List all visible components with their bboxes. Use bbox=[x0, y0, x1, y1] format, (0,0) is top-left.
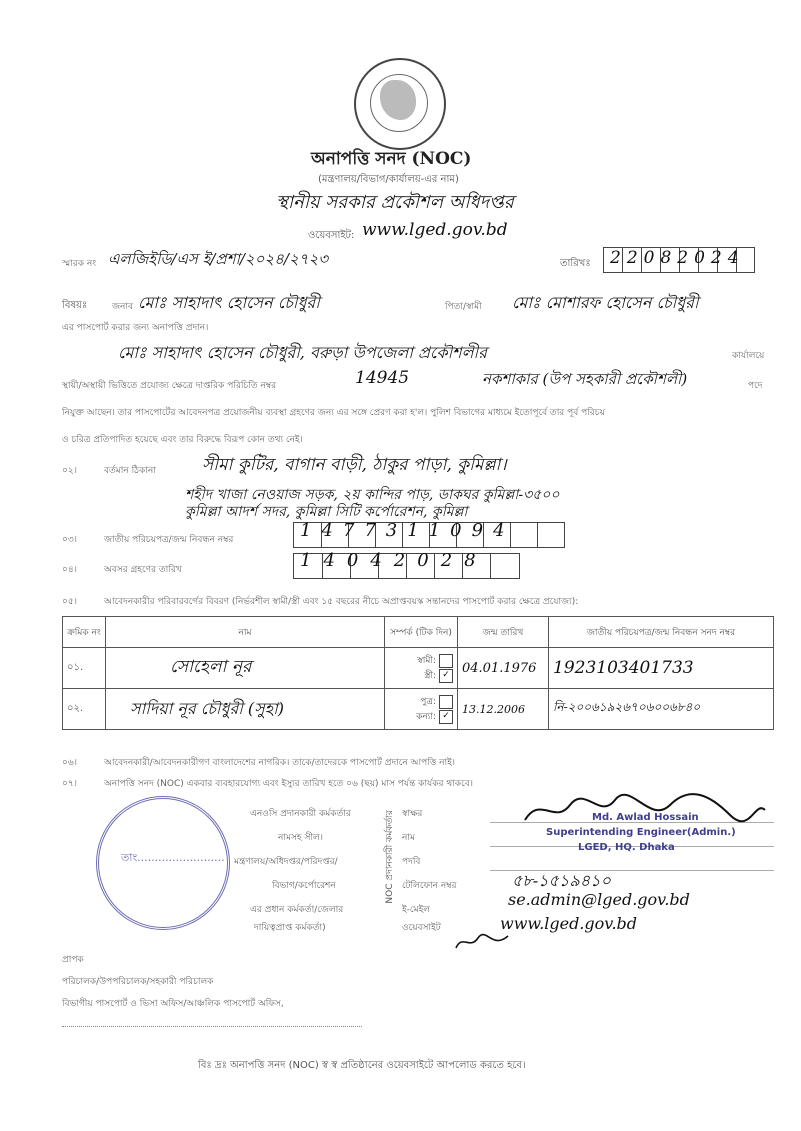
table-row bbox=[63, 689, 774, 730]
item-06-number: ০৬। bbox=[62, 758, 77, 768]
issuer-label-2: নামসহ সীল। bbox=[278, 833, 323, 843]
body-line2-start: স্থায়ী/অস্থায়ী ভিত্তিতে প্রযোজ্য ক্ষেত্রে দাপ্তরিক পরিচিতি নম্বর bbox=[62, 381, 277, 391]
issuer-label-5: এর প্রধান কর্মকর্তা/জেলার bbox=[250, 905, 344, 915]
government-seal bbox=[354, 58, 446, 150]
header-serial: ক্রমিক নং bbox=[63, 617, 106, 648]
relation-option: কন্যা: bbox=[416, 712, 436, 722]
handwritten-signature bbox=[520, 790, 770, 830]
father-label: পিতা/স্বামী bbox=[445, 302, 482, 312]
relation-option: পুত্র: bbox=[420, 697, 436, 707]
ministry-subtitle: (মন্ত্রণালয়/বিভাগ/কার্যালয়-এর নাম) bbox=[318, 174, 459, 185]
website-value: www.lged.gov.bd bbox=[362, 220, 508, 240]
official-id-number: 14945 bbox=[355, 368, 410, 388]
item-04-number: ০৪। bbox=[62, 565, 77, 575]
issuer-label-1: এনওসি প্রদানকারী কর্মকর্তার bbox=[250, 809, 351, 819]
office-name: স্থানীয় সরকার প্রকৌশল অধিদপ্তর bbox=[276, 192, 514, 213]
address-line-3: কুমিল্লা আদর্শ সদর, কুমিল্লা সিটি কর্পোরেশন, কুমিল্লা bbox=[185, 504, 468, 520]
phone-value: ৫৮-১৫১৯৪১০ bbox=[512, 871, 611, 890]
vertical-issuer-label: NOC প্রদানকারী কর্মকর্তার bbox=[385, 810, 395, 904]
field-phone-label: টেলিফোন নম্বর bbox=[402, 881, 457, 891]
website-label: ওয়েবসাইট: bbox=[308, 230, 355, 241]
item-07-number: ০৭। bbox=[62, 779, 77, 789]
initial-signature bbox=[452, 930, 512, 954]
relation-option: স্বামী: bbox=[417, 656, 436, 666]
subject-prefix: জনাব bbox=[112, 302, 134, 312]
item-05-number: ০৫। bbox=[62, 597, 77, 607]
citizenship-note: আবেদনকারী/আবেদনকারীগণ বাংলাদেশের নাগরিক। তাকে/তাদেরকে পাসপোর্ট প্রদানে আপত্তি নাই। bbox=[104, 758, 456, 768]
member-name: সোহেলা নূর bbox=[170, 657, 252, 677]
address-line-2: শহীদ খাজা নেওয়াজ সড়ক, ২য় কান্দির পাড়, ডাকঘর কুমিল্লা-৩৫০০ bbox=[185, 487, 560, 503]
relation-checkbox-checked: ✓ bbox=[439, 669, 453, 683]
stamp-officer-org: LGED, HQ. Dhaka bbox=[578, 842, 675, 853]
nid-value: 1477311094 bbox=[300, 520, 515, 541]
designation: নকশাকার (উপ সহকারী প্রকৌশলী) bbox=[482, 370, 688, 388]
relation-checkbox bbox=[439, 654, 453, 668]
website-value-2: www.lged.gov.bd bbox=[500, 914, 638, 933]
document-title: অনাপত্তি সনদ (NOC) bbox=[311, 149, 472, 169]
issuer-label-6: দায়িত্বপ্রাপ্ত কর্মকর্তা) bbox=[254, 923, 326, 933]
member-dob: 13.12.2006 bbox=[462, 702, 525, 716]
email-value: se.admin@lged.gov.bd bbox=[508, 890, 690, 909]
father-name: মোঃ মোশারফ হোসেন চৌধুরী bbox=[512, 293, 699, 312]
member-name: সাদিয়া নূর চৌধুরী (সুহা) bbox=[130, 698, 285, 718]
reference-label: স্মারক নং bbox=[62, 259, 97, 269]
row-serial: ০১. bbox=[63, 648, 106, 689]
retirement-label: অবসর গ্রহণের তারিখ bbox=[104, 565, 182, 575]
validity-note: অনাপত্তি সনদ (NOC) একবার ব্যবহারযোগ্য এবং ইস্যুর তারিখ হতে ০৬ (ছয়) মাস পর্যন্ত কার্যকর থাকবে। bbox=[104, 779, 473, 789]
member-nid: নি-২০০৬১৯২৬৭০৬০০৬৮৪০ bbox=[553, 700, 701, 714]
body-line1-end: কার্যালয়ে bbox=[732, 351, 765, 361]
field-email-label: ই-মেইল bbox=[402, 905, 430, 915]
row-serial: ০২. bbox=[63, 689, 106, 730]
stamp-officer-name: Md. Awlad Hossain bbox=[592, 812, 699, 823]
office-seal-stamp bbox=[96, 796, 230, 930]
field-website-label: ওয়েবসাইট bbox=[402, 923, 441, 933]
family-table bbox=[62, 616, 774, 730]
seal-date-field: তাং......................... bbox=[121, 851, 225, 864]
address-line-1: সীমা কুটির, বাগান বাড়ী, ঠাকুর পাড়া, কুমিল্লা। bbox=[202, 455, 507, 475]
family-table-header bbox=[63, 617, 774, 648]
member-dob: 04.01.1976 bbox=[462, 660, 537, 676]
body-handwritten-line: মোঃ সাহাদাৎ হোসেন চৌধুরী, বরুড়া উপজেলা প্রকৌশলীর bbox=[118, 343, 487, 362]
member-nid: 1923103401733 bbox=[553, 658, 694, 678]
field-signature-label: স্বাক্ষর bbox=[402, 809, 423, 819]
relation-checkbox-checked: ✓ bbox=[439, 710, 453, 724]
reference-number: এলজিইডি/এস ই/প্রশা/২০২৪/২৭২৩ bbox=[108, 250, 328, 268]
header-name: নাম bbox=[106, 617, 385, 648]
body-line3: নিযুক্ত আছেন। তার পাসপোর্টের আবেদনপত্র প্রয়োজনীয় ব্যবস্থা গ্রহণের জন্য এর সঙ্গে প্রেরণ করা হ'ল। পুলিশ বিভাগের মাধ্যমে ইতোপূর্বে তার পূর্ব পরিচয় bbox=[62, 408, 605, 418]
relation-option: স্ত্রী: bbox=[424, 671, 436, 681]
nid-label: জাতীয় পরিচয়পত্র/জন্ম নিবন্ধন নম্বর bbox=[104, 535, 234, 545]
header-nid: জাতীয় পরিচয়পত্র/জন্ম নিবন্ধন সনদ নম্বর bbox=[549, 617, 774, 648]
retirement-date-value: 14042028 bbox=[300, 550, 488, 571]
applicant-name: মোঃ সাহাদাৎ হোসেন চৌধুরী bbox=[138, 293, 320, 312]
body-line2-end: পদে bbox=[748, 381, 763, 391]
item-03-number: ০৩। bbox=[62, 535, 77, 545]
header-relation: সম্পর্ক (টিক দিন) bbox=[385, 617, 458, 648]
date-label: তারিখঃ bbox=[560, 258, 591, 269]
footer-note: বিঃ দ্রঃ অনাপত্তি সনদ (NOC) স্ব স্ব প্রতিষ্ঠানের ওয়েবসাইটে আপলোড করতে হবে। bbox=[198, 1060, 526, 1071]
subject-suffix: এর পাসপোর্ট করার জন্য অনাপত্তি প্রদান। bbox=[62, 323, 209, 333]
recipient-label: প্রাপক bbox=[62, 955, 84, 965]
recipient-line-2: বিভাগীয় পাসপোর্ট ও ভিসা অফিস/আঞ্চলিক পাসপোর্ট অফিস, bbox=[62, 999, 284, 1009]
family-intro: আবেদনকারীর পরিবারবর্গের বিবরণ (নির্ভরশীল স্বামী/স্ত্রী এবং ১৫ বছরের নীচে অপ্রাপ্তবয়স্ক সন্তানদের পাসপোর্ট করার ক্ষেত্রে প্রযোজ্য): bbox=[104, 597, 579, 607]
relation-checkbox bbox=[439, 695, 453, 709]
date-value: 22082024 bbox=[610, 248, 745, 268]
stamp-officer-title: Superintending Engineer(Admin.) bbox=[546, 827, 736, 838]
item-02-number: ০২। bbox=[62, 466, 77, 476]
recipient-line-1: পরিচালক/উপপরিচালক/সহকারী পরিচালক bbox=[62, 977, 214, 987]
table-row bbox=[63, 648, 774, 689]
address-label: বর্তমান ঠিকানা bbox=[104, 466, 156, 476]
body-line4: ও চরিত্র প্রতিপাদিত হয়েছে এবং তার বিরুদ্ধে বিরূপ কোন তথ্য নেই। bbox=[62, 435, 303, 445]
subject-label: বিষয়ঃ bbox=[62, 300, 88, 311]
field-post-label: পদবি bbox=[402, 857, 421, 867]
issuer-label-4: বিভাগ/কর্পোরেশন bbox=[272, 881, 336, 891]
issuer-label-3: মন্ত্রণালয়/অধিদপ্তর/পরিদপ্তর/ bbox=[234, 857, 338, 867]
field-name-label: নাম bbox=[402, 833, 415, 843]
header-dob: জন্ম তারিখ bbox=[458, 617, 549, 648]
